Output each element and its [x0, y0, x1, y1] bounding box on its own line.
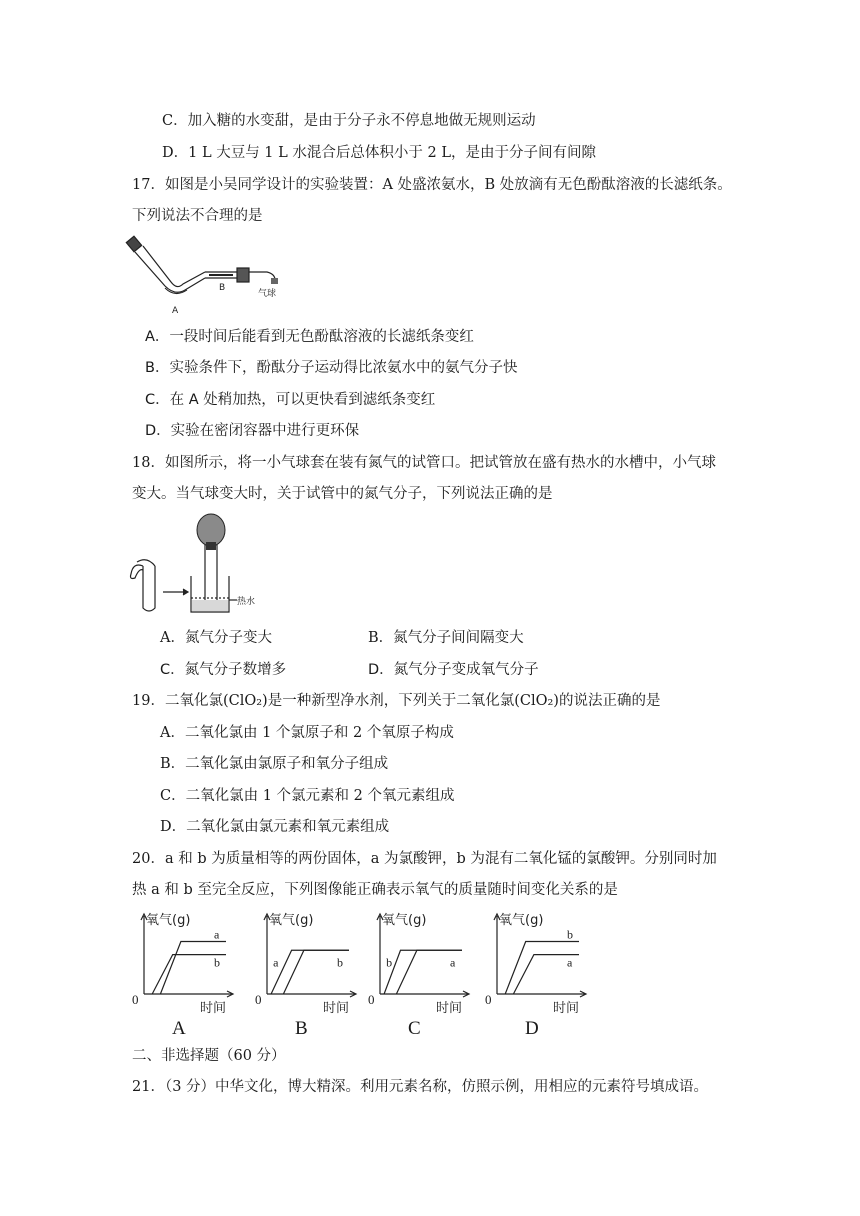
q18-stem-line1: 18．如图所示，将一小气球套在装有氮气的试管口。把试管放在盛有热水的水槽中，小气球: [132, 455, 716, 471]
q18-option-b: B．氮气分子间间隔变大: [368, 630, 524, 646]
q20-stem-line1: 20．a 和 b 为质量相等的两份固体，a 为氯酸钾，b 为混有二氧化锰的氯酸钾。分别同时加: [132, 851, 717, 867]
chart-option-letter: D: [525, 1018, 539, 1039]
x-axis-label: 时间: [200, 1001, 227, 1016]
q20-stem-line2: 热 a 和 b 至完全反应，下列图像能正确表示氧气的质量随时间变化关系的是: [132, 882, 618, 898]
series-b-label: b: [567, 927, 573, 942]
q19-option-d: D．二氧化氯由氯元素和氧元素组成: [160, 819, 390, 835]
section-2-heading: 二、非选择题（60 分）: [132, 1048, 286, 1064]
chart-option-a: [130, 908, 235, 1028]
q17-fig-label-b: B: [219, 283, 226, 293]
q17-stem-line1: 17．如图是小吴同学设计的实验装置：A 处盛浓氨水，B 处放滴有无色酚酞溶液的长滤纸条。: [132, 177, 732, 193]
q17-option-b: B．实验条件下，酚酞分子运动得比浓氨水中的氨气分子快: [145, 360, 518, 376]
origin-label: 0: [132, 992, 139, 1007]
y-axis-label: 氧气(g): [146, 913, 191, 928]
q18-option-a: A．氮气分子变大: [160, 630, 272, 646]
q19-option-b: B．二氧化氯由氯原子和氧分子组成: [160, 756, 389, 772]
q18-apparatus-figure: [125, 512, 275, 616]
chart-option-d: [483, 908, 588, 1028]
series-a-label: a: [567, 955, 573, 970]
series-b-label: b: [386, 955, 393, 970]
chart-option-b: [253, 908, 358, 1028]
q17-stem-line2: 下列说法不合理的是: [132, 208, 263, 224]
chart-option-letter: B: [295, 1018, 308, 1039]
q16-option-c: C．加入糖的水变甜，是由于分子永不停息地做无规则运动: [162, 113, 536, 129]
y-axis-label: 氧气(g): [382, 913, 427, 928]
q17-fig-label-balloon: 气球: [258, 289, 277, 299]
origin-label: 0: [485, 992, 492, 1007]
q17-fig-label-a: A: [172, 306, 179, 316]
q18-option-d: D．氮气分子变成氧气分子: [368, 662, 539, 678]
y-axis-label: 氧气(g): [269, 913, 314, 928]
q19-option-a: A．二氧化氯由 1 个氯原子和 2 个氧原子构成: [160, 725, 454, 741]
series-a-label: a: [273, 955, 279, 970]
y-axis-label: 氧气(g): [499, 913, 544, 928]
chart-option-c: [366, 908, 471, 1028]
series-b-label: b: [337, 955, 343, 970]
q18-stem-line2: 变大。当气球变大时，关于试管中的氮气分子，下列说法正确的是: [132, 486, 553, 502]
q18-fig-label-hot-water: 热水: [237, 597, 256, 607]
q17-option-d: D．实验在密闭容器中进行更环保: [145, 423, 360, 439]
chart-option-letter: C: [408, 1018, 421, 1039]
chart-option-letter: A: [172, 1018, 186, 1039]
q18-option-c: C．氮气分子数增多: [160, 662, 287, 678]
series-a-label: a: [214, 927, 220, 942]
q21-stem: 21．（3 分）中华文化，博大精深。利用元素名称，仿照示例，用相应的元素符号填成语。: [132, 1079, 709, 1095]
series-b-label: b: [214, 955, 220, 970]
origin-label: 0: [368, 992, 375, 1007]
series-a-label: a: [450, 955, 456, 970]
q19-option-c: C．二氧化氯由 1 个氯元素和 2 个氧元素组成: [160, 788, 455, 804]
origin-label: 0: [255, 992, 262, 1007]
q19-stem: 19．二氧化氯(ClO₂)是一种新型净水剂，下列关于二氧化氯(ClO₂)的说法正确的是: [132, 693, 661, 709]
q17-option-c: C．在 A 处稍加热，可以更快看到滤纸条变红: [145, 392, 436, 408]
x-axis-label: 时间: [323, 1001, 350, 1016]
x-axis-label: 时间: [553, 1001, 580, 1016]
x-axis-label: 时间: [436, 1001, 463, 1016]
q16-option-d: D．1 L 大豆与 1 L 水混合后总体积小于 2 L，是由于分子间有间隙: [162, 145, 596, 161]
q17-option-a: A．一段时间后能看到无色酚酞溶液的长滤纸条变红: [145, 329, 474, 345]
q17-apparatus-figure: [125, 234, 285, 316]
